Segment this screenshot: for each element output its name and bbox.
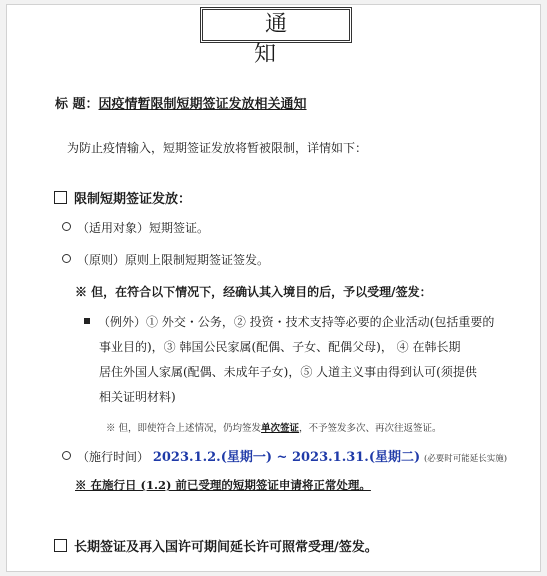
period-value: 2023.1.2.(星期一) ~ 2023.1.31.(星期二) xyxy=(152,450,421,465)
circle-bullet-icon xyxy=(62,254,71,263)
target-text: （适用对象）短期签证。 xyxy=(77,221,210,235)
note-text-after: ，不予签发多次、再次往返签证。 xyxy=(299,423,442,434)
exception-line-2: 事业目的)，③ 韩国公民家属(配偶、子女、配偶父母)， ④ 在韩长期 xyxy=(99,340,461,354)
subject-line xyxy=(55,93,307,112)
period-item xyxy=(62,446,507,465)
notice-heading: 通 知 xyxy=(200,7,352,43)
exception-line-1 xyxy=(84,313,494,330)
section1-title: 限制短期签证发放： xyxy=(74,192,192,207)
checkbox-icon xyxy=(54,191,67,204)
exception-text-1: （例外）① 外交・公务，② 投资・技术支持等必要的企业活动(包括重要的 xyxy=(98,315,495,329)
circle-bullet-icon xyxy=(62,451,71,460)
section2-heading xyxy=(54,536,378,555)
subject-label: 标 题： xyxy=(55,97,99,112)
target-item xyxy=(62,219,209,236)
exception-line-4: 相关证明材料) xyxy=(99,390,176,404)
circle-bullet-icon xyxy=(62,222,71,231)
period-extension-note: (必要时可能延长实施) xyxy=(423,454,508,464)
exception-line-3: 居住外国人家属(配偶、未成年子女)，⑤ 人道主义事由得到认可(须提供 xyxy=(99,365,477,379)
section2-title: 长期签证及再入国许可期间延长许可照常受理/签发。 xyxy=(74,540,378,555)
principle-item xyxy=(62,251,269,268)
final-note: ※ 在施行日 (1.2) 前已受理的短期签证申请将正常处理。 xyxy=(75,478,371,492)
section1-heading xyxy=(54,188,191,207)
condition-note: ※ 但，在符合以下情况下，经确认其入境目的后，予以受理/签发： xyxy=(75,285,432,299)
single-entry-note xyxy=(106,420,442,434)
principle-text: （原则）原则上限制短期签证签发。 xyxy=(77,253,270,267)
intro-text: 为防止疫情输入，短期签证发放将暂被限制，详情如下： xyxy=(67,141,368,155)
square-bullet-icon xyxy=(84,318,90,324)
note-text-underlined: 单次签证 xyxy=(261,423,300,434)
subject-value: 因疫情暂限制短期签证发放相关通知 xyxy=(98,97,307,112)
note-text-before: ※ 但，即使符合上述情况，仍均签发 xyxy=(106,423,262,434)
checkbox-icon xyxy=(54,539,67,552)
notice-page xyxy=(6,4,541,572)
period-label: （施行时间） xyxy=(77,450,150,464)
